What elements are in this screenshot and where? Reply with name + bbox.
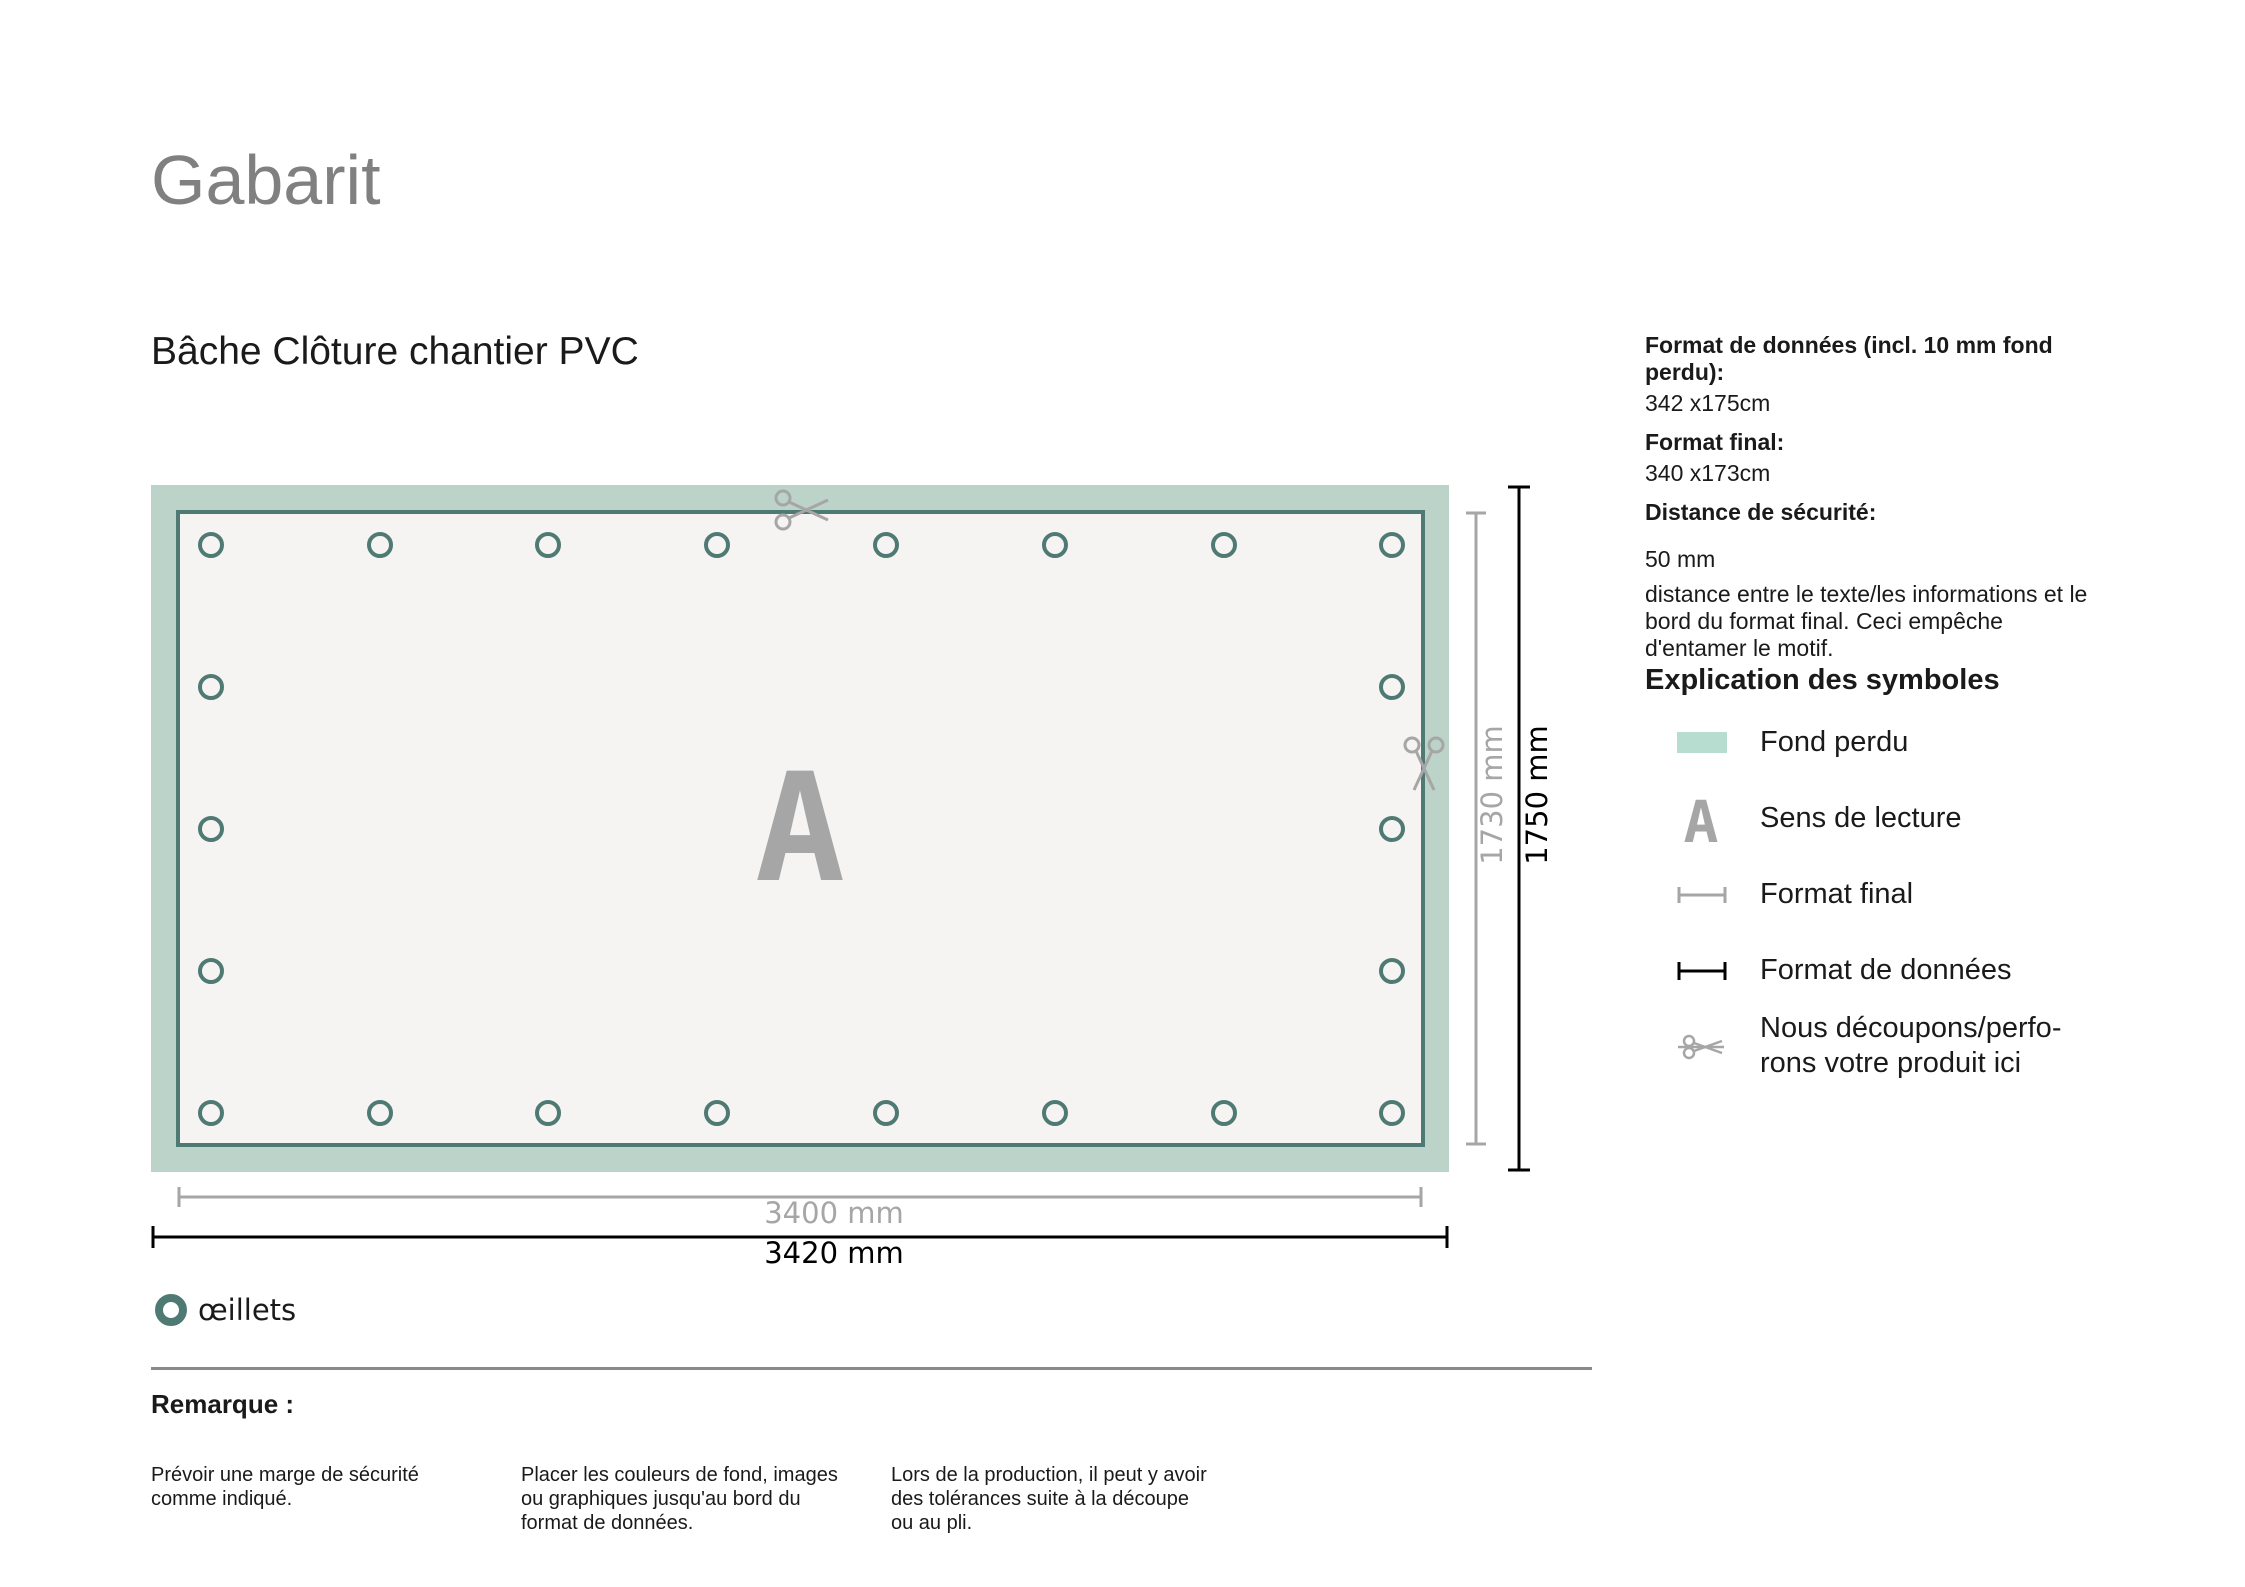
legend-title: Explication des symboles <box>1645 664 2000 696</box>
remark-note: Lors de la production, il peut y avoir des tolérances suite à la découpe ou au pli. <box>891 1464 1207 1534</box>
eyelets-label: œillets <box>198 1293 297 1327</box>
page-title: Gabarit <box>151 141 381 219</box>
data-format-value: 342 x175cm <box>1645 390 1771 416</box>
safety-distance-description: distance entre le texte/les informations et le bord du format final. Ceci empêche d'entamer le motif. <box>1645 581 2088 661</box>
final-height-label: 1730 mm <box>1475 725 1509 865</box>
reading-direction-icon: A <box>1683 788 1719 856</box>
format-info <box>1645 332 2105 662</box>
data-height-label: 1750 mm <box>1520 725 1554 865</box>
safety-distance-value: 50 mm <box>1645 546 1716 572</box>
legend-label-bleed: Fond perdu <box>1760 726 1909 758</box>
safety-distance-heading: Distance de sécurité: <box>1645 499 1877 525</box>
data-format-line-icon <box>1679 962 1725 980</box>
data-format-heading: Format de données (incl. 10 mm fond perdu): <box>1645 332 2053 385</box>
remark-note: Prévoir une marge de sécurité comme indiqué. <box>151 1464 419 1510</box>
final-width-label: 3400 mm <box>764 1196 904 1230</box>
scissors-icon <box>1678 1036 1724 1058</box>
product-title: Bâche Clôture chantier PVC <box>151 330 639 373</box>
legend-label-cut: Nous découpons/perfo-rons votre produit ici <box>1760 1012 2062 1079</box>
divider <box>151 1367 1592 1370</box>
final-format-line-icon <box>1679 887 1725 903</box>
legend-label-final-format: Format final <box>1760 878 1914 910</box>
reading-direction-letter: A <box>754 742 846 916</box>
legend-label-data-format: Format de données <box>1760 954 2012 986</box>
final-format-heading: Format final: <box>1645 429 1785 455</box>
final-format-value: 340 x173cm <box>1645 460 1771 486</box>
data-width-label: 3420 mm <box>764 1236 904 1270</box>
legend-label-reading: Sens de lecture <box>1760 802 1962 834</box>
remark-note: Placer les couleurs de fond, images ou graphiques jusqu'au bord du format de données. <box>521 1464 838 1534</box>
eyelet-symbol-icon <box>159 1298 183 1322</box>
remark-title: Remarque : <box>151 1389 295 1419</box>
bleed-swatch-icon <box>1677 732 1727 753</box>
